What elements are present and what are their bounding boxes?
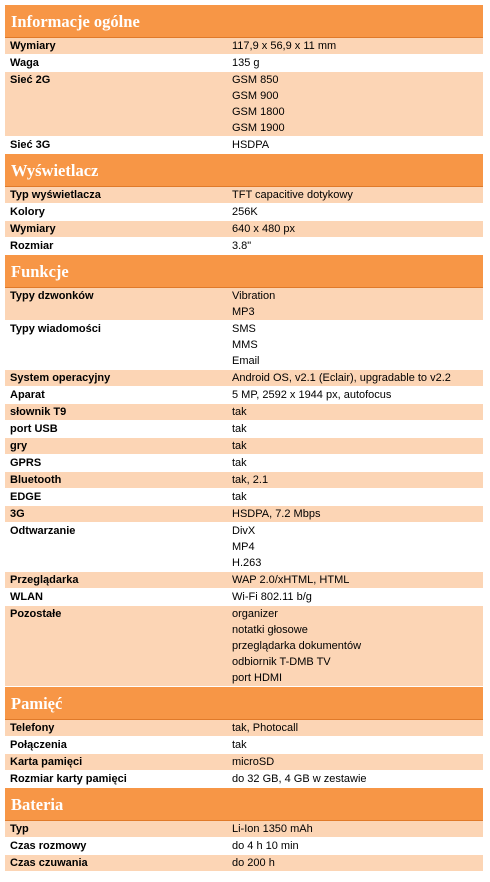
- spec-label: 3G: [10, 508, 25, 520]
- spec-value: [224, 137, 483, 153]
- spec-value-line: MMS: [232, 339, 258, 351]
- spec-value: [224, 404, 483, 420]
- spec-value-line: Vibration: [232, 290, 276, 302]
- spec-value-line: notatki głosowe: [232, 624, 308, 636]
- spec-label: WLAN: [10, 591, 43, 603]
- spec-value: [224, 288, 483, 320]
- spec-value-line: odbiornik T-DMB TV: [232, 656, 331, 668]
- spec-value-line: MP3: [232, 306, 255, 318]
- spec-value-line: tak: [232, 457, 247, 469]
- spec-value: [224, 438, 483, 454]
- spec-value: [224, 821, 483, 837]
- spec-value: [224, 421, 483, 437]
- spec-value-line: tak: [232, 406, 247, 418]
- spec-value: [224, 754, 483, 770]
- spec-label: Typy dzwonków: [10, 290, 94, 302]
- spec-value-line: GSM 1900: [232, 122, 285, 134]
- spec-value: [224, 370, 483, 386]
- spec-row: [5, 438, 483, 455]
- spec-label: Przeglądarka: [10, 574, 79, 586]
- spec-value-line: tak, Photocall: [232, 722, 299, 734]
- spec-label: System operacyjny: [10, 372, 111, 384]
- spec-value: [224, 472, 483, 488]
- spec-label: Karta pamięci: [10, 756, 83, 768]
- spec-value-line: GSM 900: [232, 90, 279, 102]
- spec-value: [224, 720, 483, 736]
- spec-value-line: SMS: [232, 323, 256, 335]
- spec-value: [224, 838, 483, 854]
- spec-row: [5, 387, 483, 404]
- spec-row: [5, 821, 483, 838]
- spec-label: Rozmiar: [10, 240, 54, 252]
- spec-value: [224, 72, 483, 136]
- spec-row: [5, 838, 483, 855]
- spec-value: [224, 221, 483, 237]
- spec-row: [5, 137, 483, 154]
- spec-label: Połączenia: [10, 739, 67, 751]
- spec-value-line: 135 g: [232, 57, 260, 69]
- spec-row: [5, 370, 483, 387]
- spec-value-line: microSD: [232, 756, 275, 768]
- spec-label: port USB: [10, 423, 58, 435]
- spec-value-line: 640 x 480 px: [232, 223, 295, 235]
- section-header: Informacje ogólne: [5, 5, 483, 38]
- spec-row: [5, 221, 483, 238]
- spec-value: [224, 204, 483, 220]
- spec-value: [224, 238, 483, 254]
- spec-row: [5, 506, 483, 523]
- spec-value: [224, 771, 483, 787]
- spec-value-line: port HDMI: [232, 672, 283, 684]
- spec-value-line: WAP 2.0/xHTML, HTML: [232, 574, 350, 586]
- spec-value-line: przeglądarka dokumentów: [232, 640, 362, 652]
- spec-label: Typ: [10, 823, 29, 835]
- spec-value-line: Android OS, v2.1 (Eclair), upgradable to v2.2: [232, 372, 451, 384]
- spec-value-line: do 4 h 10 min: [232, 840, 299, 852]
- spec-value: [224, 589, 483, 605]
- spec-label: Waga: [10, 57, 39, 69]
- spec-row: [5, 720, 483, 737]
- spec-label: Sieć 2G: [10, 74, 51, 86]
- spec-value: [224, 55, 483, 71]
- spec-value-line: do 200 h: [232, 857, 275, 869]
- spec-value: [224, 38, 483, 54]
- spec-value-line: H.263: [232, 557, 262, 569]
- spec-row: [5, 72, 483, 137]
- spec-value-line: tak: [232, 739, 247, 751]
- spec-value: [224, 321, 483, 369]
- spec-label: Czas czuwania: [10, 857, 88, 869]
- spec-label: EDGE: [10, 491, 42, 503]
- spec-value-line: GSM 850: [232, 74, 279, 86]
- spec-value-line: Wi-Fi 802.11 b/g: [232, 591, 312, 603]
- spec-value-line: 3.8": [232, 240, 252, 252]
- spec-value: [224, 387, 483, 403]
- spec-row: [5, 187, 483, 204]
- spec-value: [224, 506, 483, 522]
- spec-value-line: HSDPA, 7.2 Mbps: [232, 508, 321, 520]
- spec-value-line: GSM 1800: [232, 106, 285, 118]
- spec-row: [5, 489, 483, 506]
- spec-row: [5, 321, 483, 370]
- spec-value-line: 256K: [232, 206, 258, 218]
- section-header: Wyświetlacz: [5, 154, 483, 187]
- spec-row: [5, 771, 483, 788]
- section-header: Pamięć: [5, 687, 483, 720]
- spec-row: [5, 523, 483, 572]
- spec-label: Telefony: [10, 722, 55, 734]
- spec-row: [5, 421, 483, 438]
- spec-value: [224, 523, 483, 571]
- spec-value-line: 5 MP, 2592 x 1944 px, autofocus: [232, 389, 392, 401]
- section-header: Bateria: [5, 788, 483, 821]
- spec-label: gry: [10, 440, 28, 452]
- spec-value: [224, 455, 483, 471]
- spec-label: Odtwarzanie: [10, 525, 76, 537]
- spec-value-line: tak: [232, 423, 247, 435]
- spec-row: [5, 288, 483, 321]
- spec-value-line: Li-Ion 1350 mAh: [232, 823, 313, 835]
- spec-table: [5, 5, 483, 872]
- spec-row: [5, 404, 483, 421]
- spec-label: słownik T9: [10, 406, 67, 418]
- spec-row: [5, 572, 483, 589]
- spec-value-line: organizer: [232, 608, 278, 620]
- spec-value: [224, 489, 483, 505]
- spec-row: [5, 606, 483, 687]
- spec-value-line: tak, 2.1: [232, 474, 269, 486]
- spec-label: Kolory: [10, 206, 45, 218]
- spec-value: [224, 737, 483, 753]
- spec-value-line: tak: [232, 491, 247, 503]
- spec-label: Typ wyświetlacza: [10, 189, 101, 201]
- spec-row: [5, 855, 483, 872]
- spec-label: Bluetooth: [10, 474, 62, 486]
- spec-value-line: 117,9 x 56,9 x 11 mm: [232, 40, 337, 52]
- spec-row: [5, 754, 483, 771]
- spec-row: [5, 238, 483, 255]
- spec-value-line: TFT capacitive dotykowy: [232, 189, 353, 201]
- spec-value-line: Email: [232, 355, 260, 367]
- spec-label: Czas rozmowy: [10, 840, 87, 852]
- spec-value-line: DivX: [232, 525, 256, 537]
- spec-label: Typy wiadomości: [10, 323, 101, 335]
- spec-value-line: MP4: [232, 541, 255, 553]
- spec-label: Sieć 3G: [10, 139, 51, 151]
- spec-label: Wymiary: [10, 40, 56, 52]
- spec-value: [224, 606, 483, 686]
- spec-label: Aparat: [10, 389, 45, 401]
- spec-row: [5, 737, 483, 754]
- spec-row: [5, 455, 483, 472]
- spec-label: Rozmiar karty pamięci: [10, 773, 127, 785]
- spec-value-line: tak: [232, 440, 247, 452]
- spec-value: [224, 855, 483, 871]
- section-header: Funkcje: [5, 255, 483, 288]
- spec-label: Pozostałe: [10, 608, 62, 620]
- spec-row: [5, 472, 483, 489]
- spec-row: [5, 55, 483, 72]
- spec-row: [5, 589, 483, 606]
- spec-row: [5, 38, 483, 55]
- spec-row: [5, 204, 483, 221]
- spec-label: Wymiary: [10, 223, 56, 235]
- spec-value: [224, 187, 483, 203]
- spec-value-line: HSDPA: [232, 139, 270, 151]
- spec-value-line: do 32 GB, 4 GB w zestawie: [232, 773, 367, 785]
- spec-label: GPRS: [10, 457, 42, 469]
- spec-value: [224, 572, 483, 588]
